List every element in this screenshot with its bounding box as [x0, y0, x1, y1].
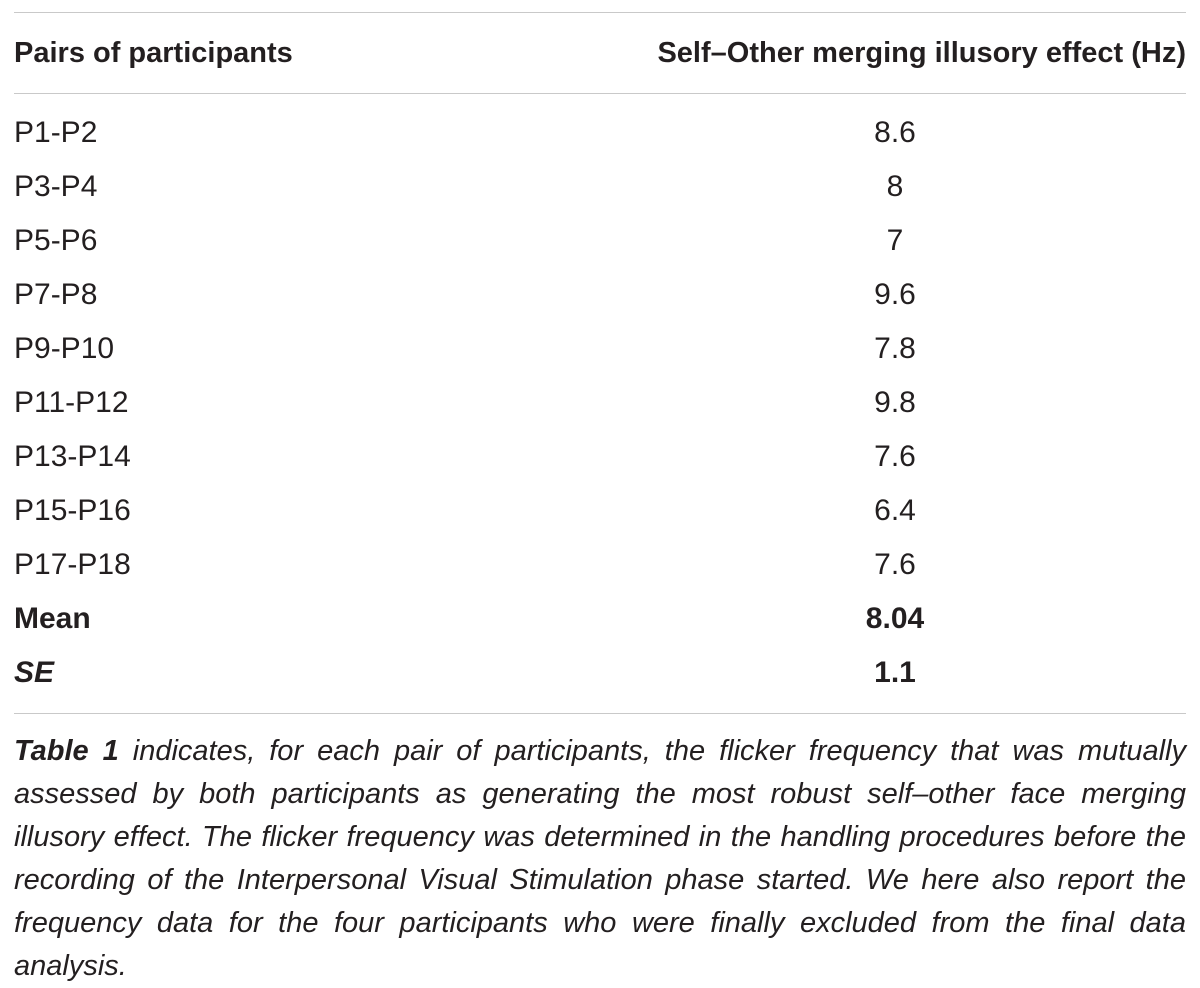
value-cell: 7.6 [874, 548, 916, 581]
value-cell: 8 [886, 170, 904, 203]
table-row [14, 106, 1186, 160]
pair-cell: P9-P10 [14, 332, 115, 365]
caption-text: indicates, for each pair of participants, the flicker frequency that was mutually assessed by both participants as generating the most robust self–other face merging illusory effect. The flicker frequency was determined in the handling procedures before the recording of the Interpersonal Visual Stimulation phase started. We here also report the frequency data for the four participants who were finally excluded from the final data analysis. [14, 735, 1186, 982]
pair-cell: P7-P8 [14, 278, 98, 311]
pair-cell: P1-P2 [14, 116, 98, 149]
table-row [14, 538, 1186, 592]
value-cell: 8.6 [874, 116, 916, 149]
mean-value: 8.04 [865, 602, 925, 635]
pair-cell: P11-P12 [14, 386, 129, 419]
table-row [14, 376, 1186, 430]
se-value: 1.1 [874, 656, 916, 689]
header-pairs: Pairs of participants [14, 36, 293, 69]
table-caption [14, 730, 1186, 988]
pair-cell: P15-P16 [14, 494, 131, 527]
value-cell: 7.6 [874, 440, 916, 473]
mean-row [14, 592, 1186, 646]
pair-cell: P17-P18 [14, 548, 131, 581]
se-row [14, 646, 1186, 700]
value-cell: 9.8 [874, 386, 916, 419]
value-cell: 9.6 [874, 278, 916, 311]
se-label: SE [14, 656, 55, 689]
header-effect: Self–Other merging illusory effect (Hz) [657, 36, 1186, 69]
caption-label: Table 1 [14, 735, 119, 767]
pair-cell: P3-P4 [14, 170, 98, 203]
table-row [14, 484, 1186, 538]
table-row [14, 268, 1186, 322]
pair-cell: P13-P14 [14, 440, 131, 473]
value-cell: 7.8 [874, 332, 916, 365]
data-table [14, 12, 1186, 714]
value-cell: 7 [886, 224, 904, 257]
table-row [14, 322, 1186, 376]
mean-label: Mean [14, 602, 91, 635]
table-row [14, 214, 1186, 268]
table-body [14, 94, 1186, 713]
table-bottom-rule [14, 713, 1186, 714]
table-header [14, 13, 1186, 93]
pair-cell: P5-P6 [14, 224, 98, 257]
value-cell: 6.4 [874, 494, 916, 527]
table-row [14, 160, 1186, 214]
table-row [14, 430, 1186, 484]
